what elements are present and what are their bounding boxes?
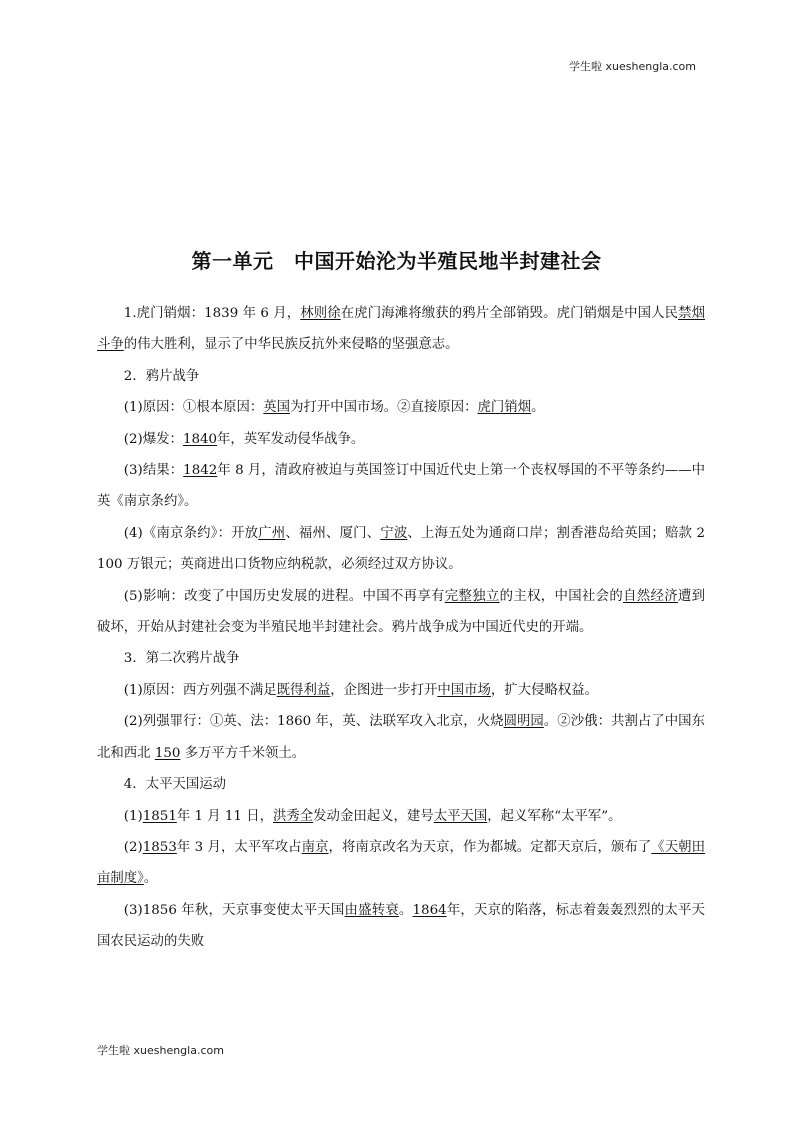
text-segment: 年 1 月 11 日， <box>176 808 273 824</box>
text-segment: 多万平方千米领土。 <box>180 745 306 761</box>
paragraph <box>97 675 705 706</box>
text-segment: ，企图进一步打开 <box>330 682 438 698</box>
paragraph <box>97 298 705 361</box>
paragraph <box>97 361 705 392</box>
underlined-answer: 虎门销烟 <box>477 400 532 416</box>
underlined-answer: 宁波 <box>380 525 408 541</box>
paragraph <box>97 424 705 455</box>
paragraph <box>97 518 705 581</box>
text-segment: 的主权，中国社会的 <box>499 588 624 604</box>
underlined-answer: 1853 <box>142 839 177 855</box>
text-segment: 。 <box>143 871 158 887</box>
underlined-answer: 由盛转衰 <box>344 902 399 918</box>
text-segment: (3)结果： <box>123 463 184 479</box>
paragraph <box>97 832 705 895</box>
text-segment: ，将南京改名为天京，作为都城。定都天京后，颁布了 <box>328 839 652 855</box>
underlined-answer: 1864 <box>412 902 447 918</box>
text-segment: 3．第二次鸦片战争 <box>123 651 240 667</box>
text-segment: 1.虎门销烟：1839 年 6 月， <box>123 306 301 321</box>
text-segment: 年 3 月，太平军攻占 <box>176 839 302 855</box>
text-segment: (3)1856 年秋，天京事变使太平天国 <box>123 902 345 918</box>
paragraph <box>97 895 705 958</box>
underlined-answer: 圆明园 <box>503 714 544 730</box>
underlined-answer: 广州 <box>258 525 286 541</box>
underlined-answer: 1842 <box>183 463 218 479</box>
text-segment: 、福州、厦门、 <box>285 525 381 541</box>
text-segment: ，扩大侵略权益。 <box>490 682 599 698</box>
underlined-answer: 自然经济 <box>623 588 678 604</box>
paragraph <box>97 455 705 518</box>
text-segment: 4．太平天国运动 <box>123 777 227 793</box>
header-site-text: 学生啦 xueshengla.com <box>569 60 696 73</box>
text-segment: ，起义军称“太平军”。 <box>487 808 622 824</box>
text-segment: 发动金田起义，建号 <box>313 808 434 824</box>
text-segment: 在虎门海滩将缴获的鸦片全部销毁。虎门销烟是中国人民 <box>340 306 679 321</box>
text-segment: 。②沙俄：共割占了中国东北和西北 <box>97 714 706 761</box>
text-segment: (2) <box>123 839 143 855</box>
paragraph <box>97 706 705 769</box>
underlined-answer: 1840 <box>182 431 218 447</box>
document-body <box>97 298 705 958</box>
text-segment: 年，英军发动侵华战争。 <box>217 431 365 447</box>
paragraph <box>97 643 705 674</box>
underlined-answer: 完整独立 <box>444 588 500 604</box>
underlined-answer: 洪秀全 <box>273 808 314 824</box>
underlined-answer: 150 <box>154 745 181 761</box>
paragraph <box>97 392 705 423</box>
underlined-answer: 中国市场 <box>437 682 491 698</box>
underlined-answer: 南京 <box>301 839 329 855</box>
underlined-answer: 太平天国 <box>433 808 488 824</box>
text-segment: 、上海五处为通商口岸；割香港岛给英国；赔款 2 100 万银元；英商进出口货物应纳税款，必须经过双方协议。 <box>97 525 706 573</box>
page-title: 第一单元 中国开始沦为半殖民地半封建社会 <box>191 249 602 273</box>
paragraph <box>97 801 705 832</box>
underlined-answer: 禁烟斗争 <box>97 306 705 353</box>
text-segment: (2)爆发： <box>123 431 183 447</box>
underlined-answer: 林则徐 <box>300 306 341 321</box>
text-segment: (1)原因：西方列强不满足 <box>123 682 277 698</box>
paragraph <box>97 769 705 800</box>
text-segment: (1) <box>123 808 143 824</box>
underlined-answer: 1851 <box>142 808 177 824</box>
text-segment: 。 <box>398 902 413 918</box>
underlined-answer: 《天朝田亩制度》 <box>97 839 705 887</box>
text-segment: (4)《南京条约》：开放 <box>123 525 259 541</box>
text-segment: (1)原因：①根本原因： <box>123 400 264 416</box>
text-segment: 。 <box>531 400 545 416</box>
footer-site-text: 学生啦 xueshengla.com <box>97 1044 224 1057</box>
text-segment: 年 8 月，清政府被迫与英国签订中国近代史上第一个丧权辱国的不平等条约——中英《南京条约》。 <box>97 463 706 510</box>
text-segment: 2．鸦片战争 <box>123 368 200 384</box>
text-segment: 的伟大胜利，显示了中华民族反抗外来侵略的坚强意志。 <box>123 337 459 353</box>
underlined-answer: 既得利益 <box>276 682 331 698</box>
underlined-answer: 英国 <box>263 400 291 416</box>
text-segment: (5)影响：改变了中国历史发展的进程。中国不再享有 <box>123 588 445 604</box>
text-segment: 为打开中国市场。②直接原因： <box>290 400 478 416</box>
text-segment: (2)列强罪行：①英、法：1860 年，英、法联军攻入北京，火烧 <box>123 714 504 730</box>
paragraph <box>97 581 705 644</box>
text-segment: 遭到破坏，开始从封建社会变为半殖民地半封建社会。鸦片战争成为中国近代史的开端。 <box>97 588 706 636</box>
text-segment: 年，天京的陷落，标志着轰轰烈烈的太平天国农民运动的失败 <box>97 902 706 950</box>
